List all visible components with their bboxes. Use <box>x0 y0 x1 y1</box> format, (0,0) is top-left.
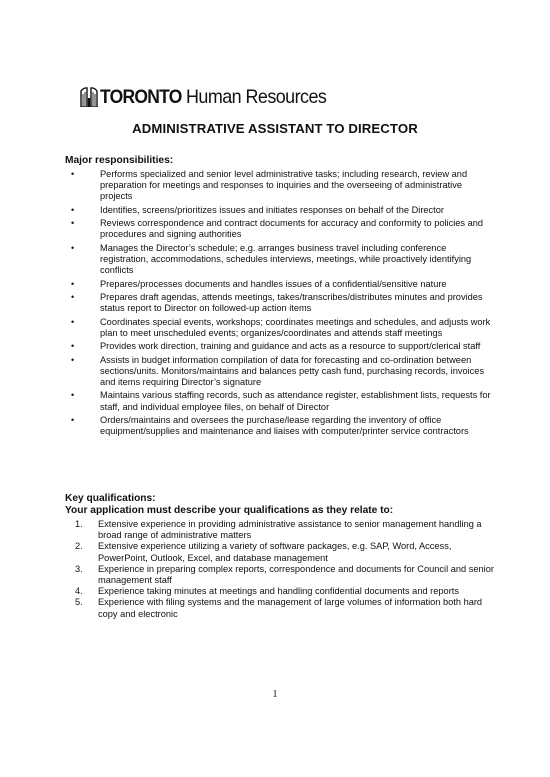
responsibility-item: • Reviews correspondence and contract documents for accuracy and conformity to policies and procedures and signing authorities <box>65 218 495 240</box>
qualification-item <box>65 597 495 619</box>
responsibility-item: • Assists in budget information compilation of data for forecasting and co-ordination between sections/units. Monitors/maintains and balances petty cash fund, purchasing records, invoices and items requiring Director’s signature <box>65 355 495 389</box>
responsibility-item: • Manages the Director’s schedule; e.g. arranges business travel including conference registration, accommodations, schedules interviews, meetings, while proactively identifying conflicts <box>65 243 495 277</box>
document-title: ADMINISTRATIVE ASSISTANT TO DIRECTOR <box>132 121 418 136</box>
qualification-number: 4. <box>75 586 83 597</box>
toronto-hr-logo <box>80 77 338 107</box>
responsibility-item: • Prepares draft agendas, attends meetings, takes/transcribes/distributes minutes and provides status report to Director on followed-up action items <box>65 292 495 314</box>
responsibilities-list <box>65 169 495 440</box>
qualification-text: Experience with filing systems and the management of large volumes of information both hard copy and electronic <box>98 597 483 619</box>
responsibility-item: • Coordinates special events, workshops; coordinates meetings and schedules, and adjusts work plan to meet unscheduled events; organizes/coordinates and attends staff meetings <box>65 317 495 339</box>
qualification-text: Experience taking minutes at meetings and handling confidential documents and reports <box>98 586 459 597</box>
qualifications-subheading: Your application must describe your qualifications as they relate to: <box>65 505 394 516</box>
responsibility-item: • Provides work direction, training and guidance and acts as a resource to support/clerical staff <box>65 341 495 352</box>
logo-wordmark-toronto: TORONTO <box>100 87 182 108</box>
page-number: 1 <box>272 689 278 700</box>
qualification-number: 3. <box>75 563 83 574</box>
qualification-number: 5. <box>75 597 83 608</box>
responsibility-item: • Identifies, screens/prioritizes issues and initiates responses on behalf of the Director <box>65 205 495 216</box>
qualification-text: Experience in preparing complex reports, correspondence and documents for Council and senior management staff <box>98 563 494 586</box>
qualification-number: 2. <box>75 541 83 552</box>
responsibility-item: • Maintains various staffing records, such as attendance register, establishment lists, requests for staff, and individual employee files, on behalf of Director <box>65 390 495 412</box>
qualification-item <box>65 564 495 586</box>
responsibility-item: • Performs specialized and senior level administrative tasks; including research, review and preparation for meetings and responses to inquiries and the overseeing of administrative projects <box>65 169 495 203</box>
qualification-item <box>65 586 495 597</box>
qualification-text: Extensive experience in providing administrative assistance to senior management handling a broad range of administrative matters <box>98 519 482 541</box>
city-hall-icon <box>80 87 98 107</box>
qualification-text: Extensive experience utilizing a variety of software packages, e.g. SAP, Word, Access, PowerPoint, Outlook, Excel, and database management <box>98 541 452 563</box>
responsibilities-heading: Major responsibilities: <box>65 155 174 166</box>
responsibility-item: • Orders/maintains and oversees the purchase/lease regarding the inventory of office equipment/supplies and maintenance and liaises with computer/printer service contractors <box>65 415 495 437</box>
qualifications-list <box>65 519 495 620</box>
qualification-item <box>65 519 495 541</box>
responsibility-item: • Prepares/processes documents and handles issues of a confidential/sensitive nature <box>65 279 495 290</box>
logo-wordmark-human-resources: Human Resources <box>185 85 327 108</box>
qualification-item <box>65 541 495 563</box>
qualifications-heading: Key qualifications: <box>65 493 156 504</box>
qualification-number: 1. <box>75 519 83 529</box>
